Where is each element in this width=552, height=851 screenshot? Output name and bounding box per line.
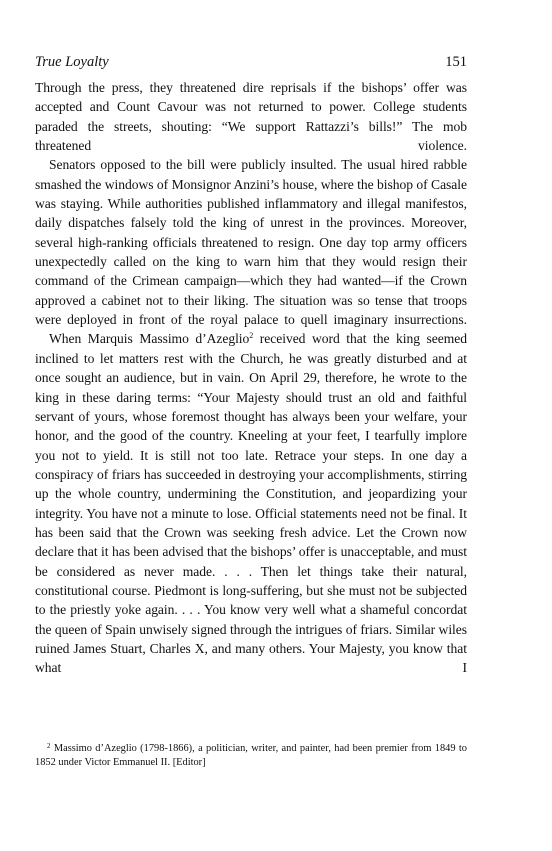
- paragraph-2: Senators opposed to the bill were publicly insulted. The usual hired rabble smashed the windows of Monsignor Anzini’s house, where the bishop of Casale was staying. While authorities published inflammatory and illegal manifestos, daily dispatches falsely told the king of unrest in the provinces. Moreover, several high-ranking officials threatened to resign. One day top army officers unexpectedly called on the king to warn him that they would resign their command of the Crimean campaign—which they had wanted—if the Crown approved a cabinet not to their liking. The situation was so tense that troops were deployed in front of the royal palace to quell imaginary insurrections.: [35, 157, 467, 328]
- footnote: [35, 742, 467, 770]
- footnote-text: Massimo d’Azeglio (1798-1866), a politician, writer, and painter, had been premier from 1849 to 1852 under Victor Emmanuel II. [Editor]: [35, 743, 467, 768]
- footnote-reference: 2: [249, 331, 254, 341]
- running-head: [35, 50, 467, 74]
- paragraph-3-rest: received word that the king seemed inclined to let matters rest with the Church, he was greatly disturbed and at once sought an audience, but in vain. On April 29, therefore, he wrote to the king in these daring terms: “Your Majesty should trust an old and faithful servant of yours, whose foremost thought has always been your welfare, your honor, and the good of the country. Kneeling at your feet, I tearfully implore you not to yield. It is still not too late. Retrace your steps. In one day a conspiracy of friars has succeeded in destroying your accomplishments, stirring up the whole country, undermining the Constitution, and jeopardizing your integrity. You have not a minute to lose. Official statements need not be final. It has been said that the Crown was seeking fresh advice. Let the Crown now declare that it has been advised that the bishops’ offer is unacceptable, and must be considered as never made. . . . Then let things take their natural, constitutional course. Piedmont is long-suffering, but she must not be subjected to the priestly yoke again. . . . You know very well what a shameful concordat the queen of Spain unwisely signed through the intrigues of friars. Similar wiles ruined James Stuart, Charles X, and many others. Your Majesty, you know that what I: [35, 331, 467, 676]
- paragraph-3: [35, 329, 467, 677]
- paragraph-1: Through the press, they threatened dire reprisals if the bishops’ offer was accepted and Count Cavour was not returned to power. College students paraded the streets, shouting: “We support Rattazzi’s bills!” The mob threatened violence.: [35, 80, 467, 154]
- body-text: [35, 78, 467, 678]
- running-title: True Loyalty: [35, 54, 109, 70]
- footnote-marker: 2: [47, 742, 51, 750]
- page-number: 151: [445, 54, 467, 70]
- paragraph-3-lead: When Marquis Massimo d’Azeglio: [49, 331, 250, 347]
